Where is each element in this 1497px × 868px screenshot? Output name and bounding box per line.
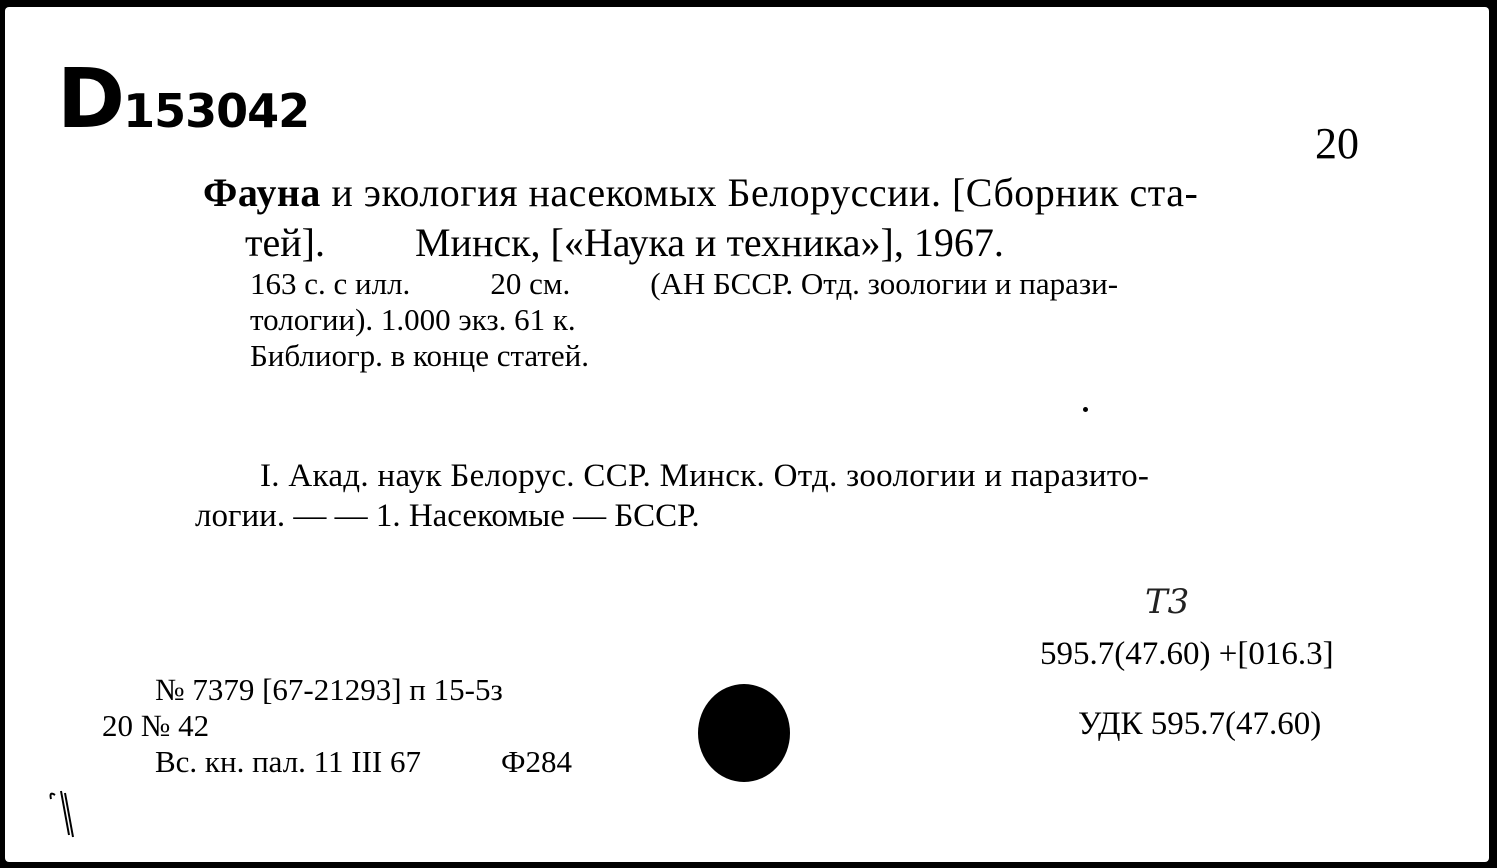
title-continuation: тей]. xyxy=(245,220,325,265)
registry-entry: Вс. кн. пал. 11 III 67 xyxy=(155,744,421,779)
title-bold-word: Фауна xyxy=(203,170,321,215)
classification-number: 595.7(47.60) +[016.3] xyxy=(1040,636,1334,672)
udc-number: УДК 595.7(47.60) xyxy=(1078,706,1322,742)
inventory-stamp xyxy=(57,52,310,147)
handwritten-scribble-icon xyxy=(43,785,93,845)
series: (АН БССР. Отд. зоологии и парази- xyxy=(650,266,1119,301)
subject-line-2: логии. — — 1. Насекомые — БССР. xyxy=(195,498,700,534)
acquisition-line-3 xyxy=(155,743,572,780)
stamp-number: 153042 xyxy=(123,84,310,138)
corner-number: 20 xyxy=(1315,119,1359,168)
size: 20 см. xyxy=(490,266,571,301)
acquisition-line-1: № 7379 [67-21293] п 15-5з xyxy=(155,672,503,707)
imprint: Минск, [«Наука и техника»], 1967. xyxy=(414,220,1004,265)
description-line-1 xyxy=(250,265,1118,302)
description-line-3: Библиогр. в конце статей. xyxy=(250,338,590,373)
card-punch-hole xyxy=(698,684,790,782)
acquisition-line-2: 20 № 42 xyxy=(102,708,210,743)
stamp-letter: D xyxy=(57,52,124,147)
form-code: Ф284 xyxy=(501,744,572,779)
title-text: и экология насекомых Белоруссии. [Сборник ста- xyxy=(331,170,1199,215)
catalog-card xyxy=(5,7,1489,862)
ink-dot xyxy=(1083,407,1088,412)
title-line-2 xyxy=(245,219,1004,267)
handwritten-mark: Т3 xyxy=(1145,582,1190,622)
description-line-2: тологии). 1.000 экз. 61 к. xyxy=(250,302,576,337)
title-line-1 xyxy=(203,169,1198,217)
pagination: 163 с. с илл. xyxy=(250,266,411,301)
subject-line-1: I. Акад. наук Белорус. ССР. Минск. Отд. зоологии и паразито- xyxy=(260,458,1150,494)
